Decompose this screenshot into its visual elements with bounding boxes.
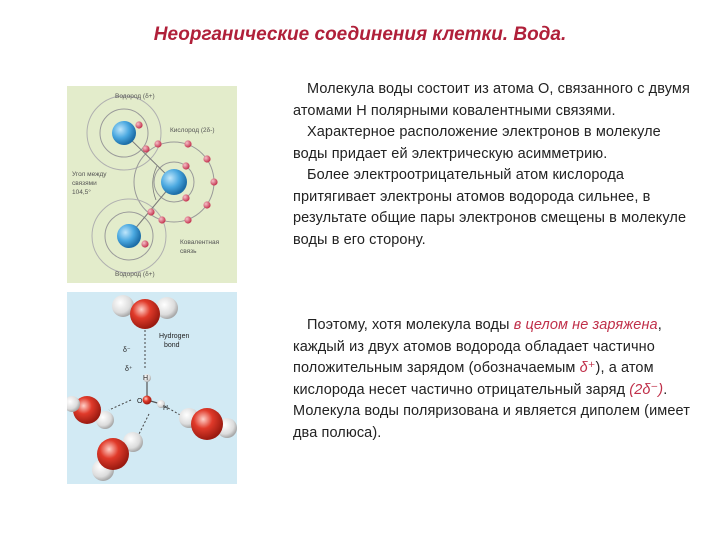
electron — [135, 121, 142, 128]
electron — [158, 216, 165, 223]
label-delta-plus: δ⁺ — [125, 366, 133, 373]
hydrogen-atom-top — [112, 121, 136, 145]
electron — [184, 216, 191, 223]
label-delta-minus: δ⁻ — [123, 347, 131, 354]
oxygen-sphere — [191, 408, 223, 440]
label-hydrogen-bond-line2: bond — [164, 342, 180, 349]
label-angle-line3: 104,5° — [72, 189, 91, 196]
water-atom-diagram-svg — [67, 86, 237, 283]
paragraph-4-part4: . Молекула воды поляризована и является диполем (имеет два полюса). — [293, 381, 690, 441]
bond-angle-arc — [153, 166, 157, 200]
label-h-right: H — [163, 405, 169, 412]
paragraph-2: Характерное расположение электронов в молекуле воды придает ей электрическую асимметрию. — [293, 124, 661, 162]
electron — [203, 155, 210, 162]
paragraph-4 — [293, 315, 693, 444]
electron — [184, 140, 191, 147]
water-molecules-model — [67, 292, 237, 484]
paragraph-3: Более электроотрицательный атом кислорода притягивает электроны атомов водорода сильнее, в результате общие пары электронов смещены в молекуле воды в его сторону. — [293, 167, 687, 248]
label-angle-line1: Угол между — [72, 171, 107, 178]
electron — [154, 140, 161, 147]
water-molecule-bottom — [92, 432, 143, 481]
water-molecule-top — [112, 295, 178, 329]
label-oxygen: Кислород (2δ-) — [170, 127, 215, 134]
label-h-top: H — [143, 375, 149, 382]
label-o: O — [137, 398, 143, 405]
label-covalent-line1: Ковалентная — [180, 239, 220, 246]
electron — [182, 194, 189, 201]
water-molecule-left — [67, 396, 114, 429]
label-hydrogen-top: Водород (δ+) — [115, 93, 155, 100]
paragraph-1: Молекула воды состоит из атома О, связанного с двумя атомами Н полярными ковалентными связями. — [293, 81, 690, 119]
water-molecules-model-svg — [67, 292, 237, 484]
hydrogen-atom-bottom — [117, 224, 141, 248]
paragraph-4-part1: Поэтому, хотя молекула воды — [307, 317, 514, 333]
slide-title: Неорганические соединения клетки. Вода. — [153, 24, 567, 45]
electron — [141, 240, 148, 247]
oxygen-sphere — [97, 438, 129, 470]
highlight-two-delta-minus: (2δ⁻) — [629, 381, 664, 398]
center-oxygen — [143, 396, 152, 405]
electron — [147, 208, 154, 215]
label-angle-line2: связями — [72, 180, 97, 187]
label-covalent-line2: связь — [180, 248, 197, 255]
paragraph-4-part2: , каждый из двух атомов водорода обладает частично положительным зарядом (обозначаемым — [293, 317, 662, 376]
electron — [203, 201, 210, 208]
highlight-delta-plus: δ⁺ — [579, 360, 596, 376]
water-molecule-right — [179, 408, 237, 440]
label-hydrogen-bond-line1: Hydrogen — [159, 333, 190, 340]
electron — [210, 178, 217, 185]
hydrogen-bond-line — [139, 414, 149, 434]
label-hydrogen-bottom: Водород (δ+) — [115, 271, 155, 278]
text-block-top — [293, 79, 693, 251]
water-atom-diagram — [67, 86, 237, 283]
highlight-not-charged: в целом не заряжена — [513, 317, 658, 333]
text-block-bottom — [293, 315, 693, 444]
electron — [142, 145, 149, 152]
oxygen-atom — [161, 169, 187, 195]
paragraph-4-part3: ), а атом кислорода несет частично отрицательный заряд — [293, 360, 654, 398]
electron — [182, 162, 189, 169]
hydrogen-bond-line — [109, 400, 131, 410]
oxygen-sphere — [130, 299, 160, 329]
